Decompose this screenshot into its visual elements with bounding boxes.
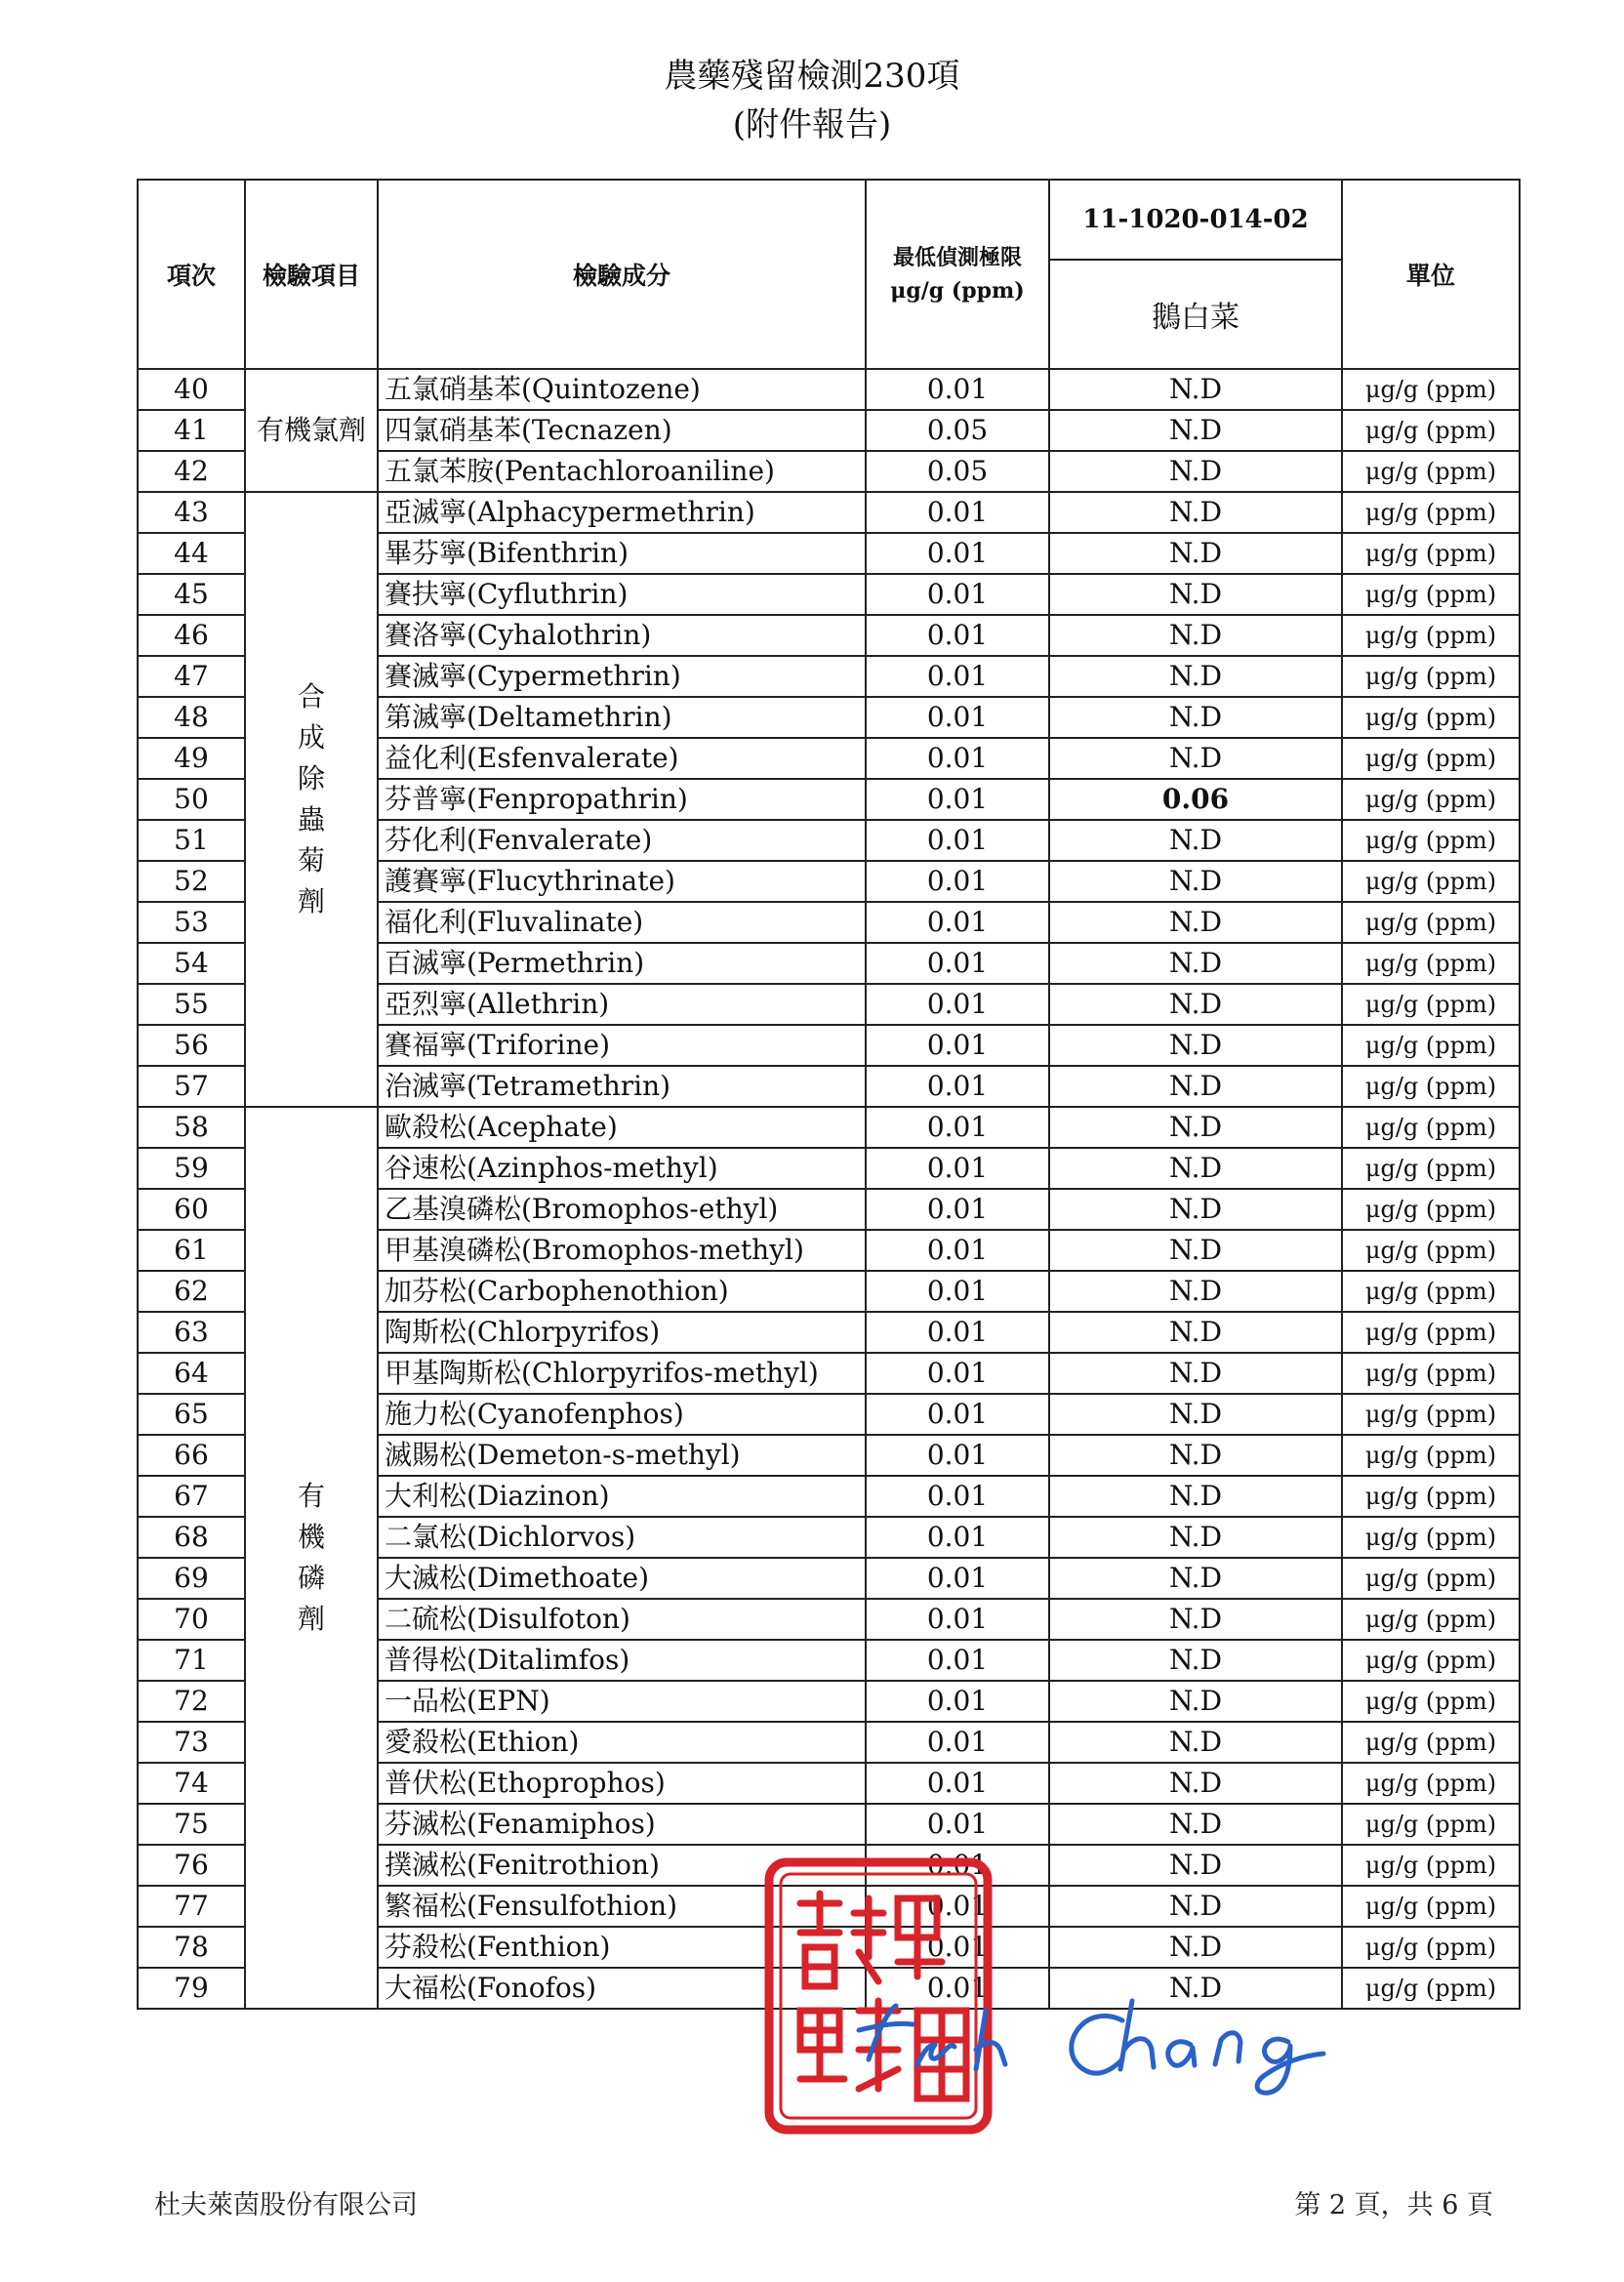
row-result: N.D <box>1049 1476 1342 1517</box>
row-no: 51 <box>138 820 245 861</box>
row-result: N.D <box>1049 615 1342 656</box>
row-unit: μg/g (ppm) <box>1342 1763 1520 1804</box>
results-body <box>138 369 1520 2009</box>
row-unit: μg/g (ppm) <box>1342 1640 1520 1681</box>
results-table <box>137 179 1521 2010</box>
row-no: 71 <box>138 1640 245 1681</box>
row-unit: μg/g (ppm) <box>1342 861 1520 902</box>
row-no: 63 <box>138 1312 245 1353</box>
row-component: 甲基溴磷松(Bromophos-methyl) <box>378 1230 866 1271</box>
group-label: 有機氯劑 <box>245 369 378 492</box>
row-no: 60 <box>138 1189 245 1230</box>
row-unit: μg/g (ppm) <box>1342 1681 1520 1722</box>
row-no: 41 <box>138 410 245 451</box>
row-result: N.D <box>1049 1845 1342 1886</box>
row-component: 大福松(Fonofos) <box>378 1968 866 2009</box>
row-result: N.D <box>1049 902 1342 943</box>
row-unit: μg/g (ppm) <box>1342 697 1520 738</box>
row-limit: 0.01 <box>866 1271 1049 1312</box>
row-limit: 0.01 <box>866 1599 1049 1640</box>
row-limit: 0.01 <box>866 1886 1049 1927</box>
row-no: 52 <box>138 861 245 902</box>
row-result: N.D <box>1049 1189 1342 1230</box>
group-label-text: 有機磷劑 <box>297 1480 325 1635</box>
header-item: 檢驗項目 <box>245 180 378 369</box>
row-no: 44 <box>138 533 245 574</box>
row-component: 繁福松(Fensulfothion) <box>378 1886 866 1927</box>
row-limit: 0.01 <box>866 902 1049 943</box>
row-limit: 0.01 <box>866 1312 1049 1353</box>
footer-company: 杜夫萊茵股份有限公司 <box>154 2190 418 2221</box>
row-component: 芬殺松(Fenthion) <box>378 1927 866 1968</box>
row-limit: 0.01 <box>866 1435 1049 1476</box>
header-limit-line2: μg/g (ppm) <box>890 278 1025 304</box>
row-unit: μg/g (ppm) <box>1342 492 1520 533</box>
row-component: 大滅松(Dimethoate) <box>378 1558 866 1599</box>
row-no: 58 <box>138 1107 245 1148</box>
row-no: 53 <box>138 902 245 943</box>
row-component: 普伏松(Ethoprophos) <box>378 1763 866 1804</box>
row-result: N.D <box>1049 1066 1342 1107</box>
row-limit: 0.05 <box>866 451 1049 492</box>
row-component: 芬滅松(Fenamiphos) <box>378 1804 866 1845</box>
row-no: 68 <box>138 1517 245 1558</box>
row-limit: 0.01 <box>866 1927 1049 1968</box>
header-no: 項次 <box>138 180 245 369</box>
row-no: 59 <box>138 1148 245 1189</box>
row-limit: 0.01 <box>866 779 1049 820</box>
row-limit: 0.01 <box>866 615 1049 656</box>
row-no: 50 <box>138 779 245 820</box>
group-label <box>245 1107 378 2009</box>
row-no: 79 <box>138 1968 245 2009</box>
row-unit: μg/g (ppm) <box>1342 1886 1520 1927</box>
row-result: N.D <box>1049 1148 1342 1189</box>
table-row <box>138 492 1520 533</box>
row-no: 78 <box>138 1927 245 1968</box>
row-result: N.D <box>1049 1312 1342 1353</box>
row-result: 0.06 <box>1049 779 1342 820</box>
row-limit: 0.01 <box>866 1558 1049 1599</box>
row-result: N.D <box>1049 820 1342 861</box>
header-sample-name: 鵝白菜 <box>1049 260 1342 369</box>
row-component: 五氯硝基苯(Quintozene) <box>378 369 866 410</box>
row-no: 64 <box>138 1353 245 1394</box>
row-result: N.D <box>1049 656 1342 697</box>
row-component: 乙基溴磷松(Bromophos-ethyl) <box>378 1189 866 1230</box>
row-no: 76 <box>138 1845 245 1886</box>
row-result: N.D <box>1049 943 1342 984</box>
row-limit: 0.01 <box>866 1107 1049 1148</box>
row-limit: 0.01 <box>866 1394 1049 1435</box>
row-result: N.D <box>1049 1804 1342 1845</box>
row-unit: μg/g (ppm) <box>1342 738 1520 779</box>
row-component: 百滅寧(Permethrin) <box>378 943 866 984</box>
row-unit: μg/g (ppm) <box>1342 1845 1520 1886</box>
row-limit: 0.01 <box>866 1066 1049 1107</box>
row-component: 愛殺松(Ethion) <box>378 1722 866 1763</box>
group-label <box>245 492 378 1107</box>
row-result: N.D <box>1049 1025 1342 1066</box>
row-component: 撲滅松(Fenitrothion) <box>378 1845 866 1886</box>
row-unit: μg/g (ppm) <box>1342 1435 1520 1476</box>
row-result: N.D <box>1049 1558 1342 1599</box>
row-result: N.D <box>1049 861 1342 902</box>
row-limit: 0.01 <box>866 943 1049 984</box>
row-limit: 0.05 <box>866 410 1049 451</box>
row-unit: μg/g (ppm) <box>1342 1353 1520 1394</box>
header-limit-line1: 最低偵測極限 <box>892 245 1022 270</box>
row-limit: 0.01 <box>866 1517 1049 1558</box>
row-result: N.D <box>1049 1763 1342 1804</box>
row-no: 56 <box>138 1025 245 1066</box>
row-unit: μg/g (ppm) <box>1342 943 1520 984</box>
row-limit: 0.01 <box>866 656 1049 697</box>
row-no: 61 <box>138 1230 245 1271</box>
row-unit: μg/g (ppm) <box>1342 1107 1520 1148</box>
row-component: 第滅寧(Deltamethrin) <box>378 697 866 738</box>
row-component: 普得松(Ditalimfos) <box>378 1640 866 1681</box>
row-no: 62 <box>138 1271 245 1312</box>
row-component: 芬普寧(Fenpropathrin) <box>378 779 866 820</box>
table-row <box>138 369 1520 410</box>
row-no: 66 <box>138 1435 245 1476</box>
row-limit: 0.01 <box>866 1353 1049 1394</box>
row-no: 46 <box>138 615 245 656</box>
row-result: N.D <box>1049 697 1342 738</box>
row-unit: μg/g (ppm) <box>1342 984 1520 1025</box>
row-no: 73 <box>138 1722 245 1763</box>
row-limit: 0.01 <box>866 1968 1049 2009</box>
row-result: N.D <box>1049 451 1342 492</box>
row-limit: 0.01 <box>866 574 1049 615</box>
row-component: 亞滅寧(Alphacypermethrin) <box>378 492 866 533</box>
row-limit: 0.01 <box>866 1476 1049 1517</box>
row-unit: μg/g (ppm) <box>1342 615 1520 656</box>
row-result: N.D <box>1049 738 1342 779</box>
row-unit: μg/g (ppm) <box>1342 1312 1520 1353</box>
row-result: N.D <box>1049 1722 1342 1763</box>
row-no: 42 <box>138 451 245 492</box>
row-no: 55 <box>138 984 245 1025</box>
row-component: 二氯松(Dichlorvos) <box>378 1517 866 1558</box>
report-subtitle: (附件報告) <box>732 105 892 144</box>
row-unit: μg/g (ppm) <box>1342 533 1520 574</box>
row-unit: μg/g (ppm) <box>1342 1230 1520 1271</box>
row-limit: 0.01 <box>866 1804 1049 1845</box>
row-unit: μg/g (ppm) <box>1342 1927 1520 1968</box>
row-component: 賽福寧(Triforine) <box>378 1025 866 1066</box>
row-result: N.D <box>1049 492 1342 533</box>
header-component: 檢驗成分 <box>378 180 866 369</box>
row-result: N.D <box>1049 1886 1342 1927</box>
row-component: 大利松(Diazinon) <box>378 1476 866 1517</box>
row-result: N.D <box>1049 1435 1342 1476</box>
row-no: 43 <box>138 492 245 533</box>
row-result: N.D <box>1049 533 1342 574</box>
row-component: 賽扶寧(Cyfluthrin) <box>378 574 866 615</box>
row-unit: μg/g (ppm) <box>1342 1271 1520 1312</box>
row-component: 歐殺松(Acephate) <box>378 1107 866 1148</box>
row-component: 施力松(Cyanofenphos) <box>378 1394 866 1435</box>
row-limit: 0.01 <box>866 533 1049 574</box>
row-unit: μg/g (ppm) <box>1342 1066 1520 1107</box>
row-unit: μg/g (ppm) <box>1342 1025 1520 1066</box>
header-limit <box>866 180 1049 369</box>
row-unit: μg/g (ppm) <box>1342 1189 1520 1230</box>
row-limit: 0.01 <box>866 1189 1049 1230</box>
row-no: 48 <box>138 697 245 738</box>
row-component: 護賽寧(Flucythrinate) <box>378 861 866 902</box>
row-no: 40 <box>138 369 245 410</box>
row-limit: 0.01 <box>866 492 1049 533</box>
report-title: 農藥殘留檢測230項 <box>664 57 960 96</box>
row-component: 滅賜松(Demeton-s-methyl) <box>378 1435 866 1476</box>
row-unit: μg/g (ppm) <box>1342 1558 1520 1599</box>
row-unit: μg/g (ppm) <box>1342 820 1520 861</box>
row-limit: 0.01 <box>866 1230 1049 1271</box>
row-component: 陶斯松(Chlorpyrifos) <box>378 1312 866 1353</box>
row-unit: μg/g (ppm) <box>1342 656 1520 697</box>
row-unit: μg/g (ppm) <box>1342 1476 1520 1517</box>
row-unit: μg/g (ppm) <box>1342 410 1520 451</box>
row-unit: μg/g (ppm) <box>1342 451 1520 492</box>
row-no: 74 <box>138 1763 245 1804</box>
row-result: N.D <box>1049 1271 1342 1312</box>
row-limit: 0.01 <box>866 1025 1049 1066</box>
row-no: 45 <box>138 574 245 615</box>
row-limit: 0.01 <box>866 369 1049 410</box>
row-component: 治滅寧(Tetramethrin) <box>378 1066 866 1107</box>
row-component: 賽洛寧(Cyhalothrin) <box>378 615 866 656</box>
row-limit: 0.01 <box>866 1722 1049 1763</box>
row-limit: 0.01 <box>866 1681 1049 1722</box>
row-no: 72 <box>138 1681 245 1722</box>
row-result: N.D <box>1049 1107 1342 1148</box>
row-unit: μg/g (ppm) <box>1342 1599 1520 1640</box>
row-component: 谷速松(Azinphos-methyl) <box>378 1148 866 1189</box>
row-limit: 0.01 <box>866 1640 1049 1681</box>
row-result: N.D <box>1049 410 1342 451</box>
header-unit: 單位 <box>1342 180 1520 369</box>
row-component: 益化利(Esfenvalerate) <box>378 738 866 779</box>
row-result: N.D <box>1049 1517 1342 1558</box>
row-unit: μg/g (ppm) <box>1342 1722 1520 1763</box>
row-unit: μg/g (ppm) <box>1342 1517 1520 1558</box>
row-limit: 0.01 <box>866 738 1049 779</box>
row-unit: μg/g (ppm) <box>1342 1148 1520 1189</box>
row-result: N.D <box>1049 1681 1342 1722</box>
row-no: 67 <box>138 1476 245 1517</box>
signature <box>839 1972 1366 2108</box>
row-limit: 0.01 <box>866 820 1049 861</box>
row-result: N.D <box>1049 1968 1342 2009</box>
row-no: 47 <box>138 656 245 697</box>
row-limit: 0.01 <box>866 1763 1049 1804</box>
row-limit: 0.01 <box>866 697 1049 738</box>
row-no: 65 <box>138 1394 245 1435</box>
row-limit: 0.01 <box>866 1148 1049 1189</box>
row-unit: μg/g (ppm) <box>1342 779 1520 820</box>
row-no: 49 <box>138 738 245 779</box>
table-row <box>138 1107 1520 1148</box>
row-result: N.D <box>1049 1599 1342 1640</box>
row-component: 二硫松(Disulfoton) <box>378 1599 866 1640</box>
row-no: 54 <box>138 943 245 984</box>
row-component: 四氯硝基苯(Tecnazen) <box>378 410 866 451</box>
row-result: N.D <box>1049 574 1342 615</box>
row-no: 70 <box>138 1599 245 1640</box>
row-component: 亞烈寧(Allethrin) <box>378 984 866 1025</box>
row-component: 畢芬寧(Bifenthrin) <box>378 533 866 574</box>
row-unit: μg/g (ppm) <box>1342 902 1520 943</box>
row-no: 69 <box>138 1558 245 1599</box>
row-limit: 0.01 <box>866 984 1049 1025</box>
row-component: 加芬松(Carbophenothion) <box>378 1271 866 1312</box>
row-result: N.D <box>1049 369 1342 410</box>
row-unit: μg/g (ppm) <box>1342 574 1520 615</box>
row-result: N.D <box>1049 984 1342 1025</box>
footer-page-number: 第 2 頁，共 6 頁 <box>1294 2190 1493 2221</box>
row-unit: μg/g (ppm) <box>1342 369 1520 410</box>
row-component: 賽滅寧(Cypermethrin) <box>378 656 866 697</box>
row-result: N.D <box>1049 1353 1342 1394</box>
row-limit: 0.01 <box>866 1845 1049 1886</box>
row-unit: μg/g (ppm) <box>1342 1394 1520 1435</box>
row-unit: μg/g (ppm) <box>1342 1968 1520 2009</box>
row-no: 57 <box>138 1066 245 1107</box>
group-label-text: 合成除蟲菊劑 <box>297 680 325 917</box>
row-component: 一品松(EPN) <box>378 1681 866 1722</box>
row-unit: μg/g (ppm) <box>1342 1804 1520 1845</box>
row-result: N.D <box>1049 1394 1342 1435</box>
row-result: N.D <box>1049 1230 1342 1271</box>
row-limit: 0.01 <box>866 861 1049 902</box>
header-sample-code: 11-1020-014-02 <box>1049 180 1342 260</box>
row-no: 77 <box>138 1886 245 1927</box>
row-component: 福化利(Fluvalinate) <box>378 902 866 943</box>
row-result: N.D <box>1049 1927 1342 1968</box>
row-no: 75 <box>138 1804 245 1845</box>
row-result: N.D <box>1049 1640 1342 1681</box>
row-component: 甲基陶斯松(Chlorpyrifos-methyl) <box>378 1353 866 1394</box>
row-component: 芬化利(Fenvalerate) <box>378 820 866 861</box>
row-component: 五氯苯胺(Pentachloroaniline) <box>378 451 866 492</box>
